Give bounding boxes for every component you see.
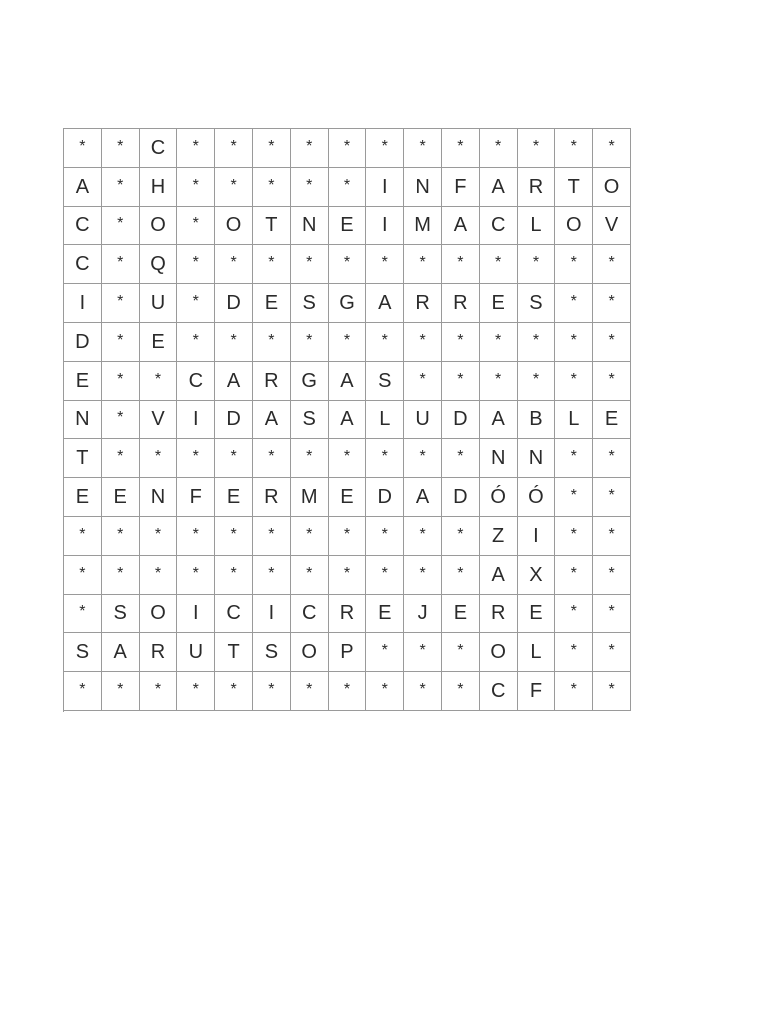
grid-cell: I <box>177 401 215 440</box>
grid-cell: M <box>404 207 442 246</box>
grid-cell: * <box>404 439 442 478</box>
grid-cell: C <box>177 362 215 401</box>
grid-cell: * <box>593 129 631 168</box>
grid-cell: Ó <box>518 478 556 517</box>
grid-cell: * <box>593 478 631 517</box>
grid-cell: O <box>140 207 178 246</box>
grid-cell: R <box>253 362 291 401</box>
grid-cell: * <box>291 517 329 556</box>
grid-cell: * <box>291 439 329 478</box>
grid-cell: C <box>291 595 329 634</box>
grid-cell: C <box>215 595 253 634</box>
grid-cell: * <box>140 672 178 711</box>
grid-row <box>64 168 631 207</box>
grid-cell: E <box>329 478 367 517</box>
grid-cell: A <box>442 207 480 246</box>
grid-cell: N <box>480 439 518 478</box>
grid-cell: * <box>404 129 442 168</box>
grid-cell: D <box>215 401 253 440</box>
grid-cell: * <box>177 672 215 711</box>
grid-cell: * <box>329 168 367 207</box>
grid-cell: * <box>593 323 631 362</box>
grid-cell: I <box>366 207 404 246</box>
grid-row <box>64 595 631 634</box>
grid-cell: V <box>140 401 178 440</box>
grid-cell: * <box>64 517 102 556</box>
grid-cell: * <box>253 556 291 595</box>
grid-cell: * <box>518 362 556 401</box>
grid-cell: R <box>518 168 556 207</box>
grid-cell: M <box>291 478 329 517</box>
grid-cell: * <box>442 129 480 168</box>
grid-cell: R <box>480 595 518 634</box>
grid-cell: * <box>555 284 593 323</box>
grid-cell: * <box>555 245 593 284</box>
grid-cell: * <box>215 556 253 595</box>
grid-cell: L <box>366 401 404 440</box>
grid-cell: S <box>253 633 291 672</box>
grid-cell: U <box>140 284 178 323</box>
grid-row <box>64 633 631 672</box>
grid-cell: * <box>404 517 442 556</box>
grid-cell: O <box>593 168 631 207</box>
grid-row <box>64 362 631 401</box>
grid-cell: * <box>593 595 631 634</box>
grid-cell: * <box>177 556 215 595</box>
grid-cell: * <box>593 517 631 556</box>
grid-cell: * <box>366 439 404 478</box>
grid-cell: * <box>177 284 215 323</box>
grid-cell: O <box>215 207 253 246</box>
grid-cell: E <box>442 595 480 634</box>
grid-cell: J <box>404 595 442 634</box>
grid-cell: * <box>518 129 556 168</box>
grid-cell: D <box>442 478 480 517</box>
grid-cell: I <box>253 595 291 634</box>
grid-row <box>64 556 631 595</box>
grid-cell: * <box>555 478 593 517</box>
grid-cell: * <box>593 245 631 284</box>
grid-cell: S <box>291 401 329 440</box>
grid-cell: S <box>518 284 556 323</box>
grid-cell: * <box>404 672 442 711</box>
grid-cell: * <box>140 439 178 478</box>
grid-cell: O <box>555 207 593 246</box>
grid-cell: * <box>593 439 631 478</box>
grid-row <box>64 284 631 323</box>
grid-cell: T <box>64 439 102 478</box>
grid-cell: * <box>291 129 329 168</box>
grid-cell: * <box>555 129 593 168</box>
grid-cell: * <box>329 517 367 556</box>
grid-cell: L <box>518 633 556 672</box>
grid-cell: Ó <box>480 478 518 517</box>
grid-cell: * <box>177 439 215 478</box>
grid-cell: * <box>102 362 140 401</box>
grid-cell: * <box>253 517 291 556</box>
grid-cell: F <box>442 168 480 207</box>
grid-cell: * <box>329 672 367 711</box>
grid-cell: * <box>253 129 291 168</box>
grid-cell: * <box>366 323 404 362</box>
grid-cell: N <box>64 401 102 440</box>
grid-cell: * <box>64 556 102 595</box>
grid-cell: * <box>366 517 404 556</box>
grid-cell: E <box>329 207 367 246</box>
grid-cell: * <box>253 168 291 207</box>
grid-cell: * <box>442 362 480 401</box>
grid-cell: * <box>366 633 404 672</box>
grid-cell: I <box>518 517 556 556</box>
grid-cell: I <box>177 595 215 634</box>
grid-cell: * <box>593 362 631 401</box>
grid-cell: * <box>480 245 518 284</box>
grid-cell: C <box>480 207 518 246</box>
grid-row <box>64 323 631 362</box>
grid-cell: A <box>329 401 367 440</box>
grid-cell: R <box>253 478 291 517</box>
grid-cell: * <box>215 439 253 478</box>
grid-cell: C <box>64 207 102 246</box>
grid-cell: * <box>215 323 253 362</box>
grid-cell: * <box>480 129 518 168</box>
grid-cell: N <box>404 168 442 207</box>
grid-cell: * <box>102 129 140 168</box>
grid-cell: * <box>177 245 215 284</box>
grid-row <box>64 245 631 284</box>
grid-cell: * <box>64 672 102 711</box>
grid-cell: * <box>215 517 253 556</box>
grid-cell: * <box>329 556 367 595</box>
grid-cell: E <box>64 478 102 517</box>
grid-cell: * <box>366 672 404 711</box>
grid-cell: A <box>480 556 518 595</box>
grid-cell: D <box>64 323 102 362</box>
grid-cell: * <box>177 323 215 362</box>
grid-cell: A <box>253 401 291 440</box>
grid-row <box>64 207 631 246</box>
grid-row <box>64 478 631 517</box>
grid-cell: * <box>177 129 215 168</box>
grid-row <box>64 672 631 711</box>
grid-cell: F <box>177 478 215 517</box>
grid-cell: * <box>102 168 140 207</box>
grid-cell: E <box>480 284 518 323</box>
grid-cell: * <box>102 672 140 711</box>
grid-cell: * <box>102 207 140 246</box>
grid-row <box>64 517 631 556</box>
grid-cell: A <box>404 478 442 517</box>
grid-cell: * <box>404 362 442 401</box>
grid-cell: * <box>593 633 631 672</box>
grid-cell: D <box>442 401 480 440</box>
grid-cell: * <box>442 439 480 478</box>
grid-cell: * <box>555 323 593 362</box>
grid-cell: * <box>253 439 291 478</box>
grid-cell: G <box>329 284 367 323</box>
grid-cell: * <box>215 168 253 207</box>
grid-cell: A <box>215 362 253 401</box>
grid-cell: * <box>253 323 291 362</box>
word-search-grid <box>63 128 631 712</box>
grid-cell: * <box>253 245 291 284</box>
grid-cell: O <box>140 595 178 634</box>
grid-cell: E <box>64 362 102 401</box>
grid-cell: * <box>442 245 480 284</box>
grid-cell: A <box>64 168 102 207</box>
grid-cell: * <box>291 323 329 362</box>
grid-cell: T <box>253 207 291 246</box>
grid-cell: * <box>329 129 367 168</box>
grid-cell: * <box>518 245 556 284</box>
grid-cell: * <box>404 556 442 595</box>
grid-cell: * <box>102 517 140 556</box>
grid-cell: C <box>64 245 102 284</box>
grid-cell: T <box>215 633 253 672</box>
grid-cell: * <box>480 362 518 401</box>
grid-cell: S <box>291 284 329 323</box>
grid-cell: * <box>404 323 442 362</box>
grid-cell: B <box>518 401 556 440</box>
grid-cell: * <box>64 595 102 634</box>
grid-cell: U <box>404 401 442 440</box>
grid-cell: E <box>102 478 140 517</box>
grid-cell: A <box>480 168 518 207</box>
grid-cell: * <box>442 517 480 556</box>
grid-cell: F <box>518 672 556 711</box>
grid-cell: I <box>64 284 102 323</box>
grid-cell: * <box>291 168 329 207</box>
grid-cell: * <box>102 401 140 440</box>
grid-cell: L <box>555 401 593 440</box>
grid-cell: I <box>366 168 404 207</box>
grid-cell: E <box>366 595 404 634</box>
grid-cell: N <box>291 207 329 246</box>
grid-row <box>64 439 631 478</box>
grid-cell: * <box>329 439 367 478</box>
grid-cell: O <box>291 633 329 672</box>
grid-cell: R <box>329 595 367 634</box>
grid-cell: * <box>215 245 253 284</box>
grid-cell: * <box>480 323 518 362</box>
grid-cell: * <box>593 556 631 595</box>
grid-cell: X <box>518 556 556 595</box>
grid-cell: * <box>555 672 593 711</box>
grid-cell: L <box>518 207 556 246</box>
grid-cell: * <box>366 556 404 595</box>
grid-cell: H <box>140 168 178 207</box>
grid-cell: S <box>366 362 404 401</box>
grid-cell: E <box>140 323 178 362</box>
grid-cell: * <box>291 245 329 284</box>
grid-cell: * <box>102 284 140 323</box>
grid-cell: * <box>177 207 215 246</box>
grid-cell: * <box>555 517 593 556</box>
grid-row <box>64 401 631 440</box>
grid-cell: C <box>480 672 518 711</box>
grid-cell: S <box>64 633 102 672</box>
grid-cell: G <box>291 362 329 401</box>
grid-cell: * <box>64 129 102 168</box>
grid-cell: * <box>253 672 291 711</box>
grid-cell: * <box>442 633 480 672</box>
grid-cell: Z <box>480 517 518 556</box>
grid-cell: A <box>329 362 367 401</box>
grid-cell: Q <box>140 245 178 284</box>
grid-cell: * <box>593 672 631 711</box>
grid-cell: * <box>215 672 253 711</box>
grid-cell: * <box>140 556 178 595</box>
grid-cell: E <box>518 595 556 634</box>
grid-cell: * <box>555 633 593 672</box>
grid-cell: S <box>102 595 140 634</box>
grid-cell: * <box>555 595 593 634</box>
grid-cell: * <box>404 633 442 672</box>
grid-cell: * <box>140 517 178 556</box>
grid-cell: E <box>253 284 291 323</box>
grid-cell: * <box>442 323 480 362</box>
grid-cell: * <box>366 129 404 168</box>
grid-cell: N <box>140 478 178 517</box>
grid-cell: * <box>555 362 593 401</box>
grid-cell: * <box>140 362 178 401</box>
grid-cell: * <box>555 556 593 595</box>
grid-cell: R <box>442 284 480 323</box>
grid-cell: D <box>215 284 253 323</box>
grid-cell: D <box>366 478 404 517</box>
grid-cell: R <box>140 633 178 672</box>
grid-cell: * <box>102 245 140 284</box>
grid-cell: * <box>329 245 367 284</box>
grid-cell: V <box>593 207 631 246</box>
grid-cell: * <box>177 517 215 556</box>
grid-cell: * <box>102 323 140 362</box>
grid-cell: A <box>366 284 404 323</box>
grid-cell: * <box>177 168 215 207</box>
grid-cell: N <box>518 439 556 478</box>
grid-cell: * <box>593 284 631 323</box>
grid-cell: E <box>215 478 253 517</box>
grid-cell: * <box>102 556 140 595</box>
grid-cell: R <box>404 284 442 323</box>
grid-cell: * <box>215 129 253 168</box>
grid-cell: O <box>480 633 518 672</box>
grid-cell: U <box>177 633 215 672</box>
grid-cell: * <box>366 245 404 284</box>
grid-cell: * <box>329 323 367 362</box>
grid-cell: * <box>291 556 329 595</box>
grid-cell: P <box>329 633 367 672</box>
grid-cell: * <box>442 672 480 711</box>
grid-cell: T <box>555 168 593 207</box>
grid-cell: * <box>518 323 556 362</box>
grid-cell: * <box>291 672 329 711</box>
grid-cell: * <box>404 245 442 284</box>
grid-cell: E <box>593 401 631 440</box>
grid-cell: * <box>102 439 140 478</box>
grid-cell: * <box>555 439 593 478</box>
grid-cell: * <box>442 556 480 595</box>
grid-cell: C <box>140 129 178 168</box>
grid-cell: A <box>102 633 140 672</box>
grid-row <box>64 129 631 168</box>
grid-cell: A <box>480 401 518 440</box>
